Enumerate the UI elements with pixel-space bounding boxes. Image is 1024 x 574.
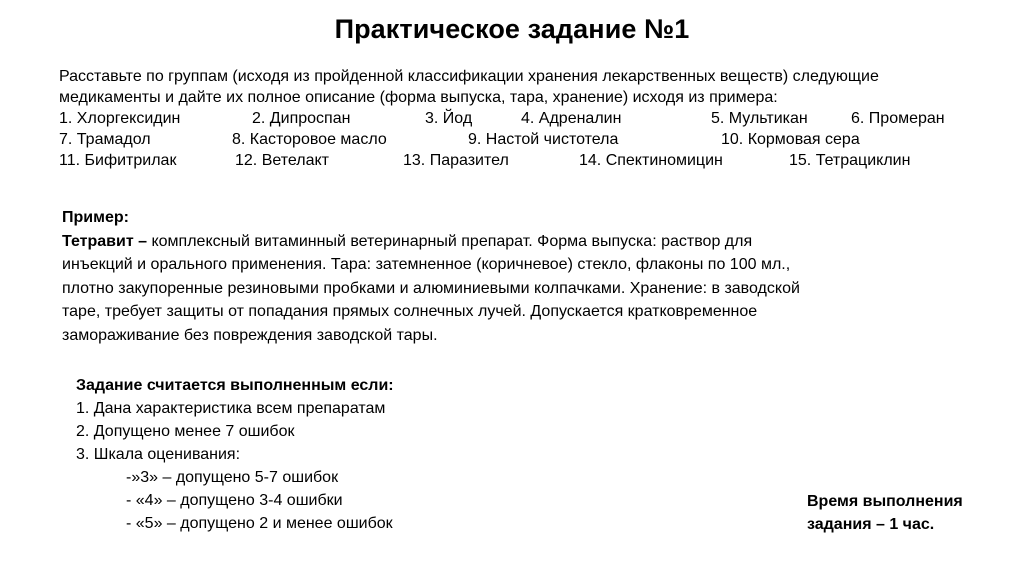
example-drug-name: Тетравит –: [62, 232, 148, 250]
drug-item: 11. Бифитрилак: [59, 152, 177, 169]
drug-item: 12. Ветелакт: [235, 152, 329, 169]
drug-item: 10. Кормовая сера: [721, 131, 860, 148]
example-line: [62, 230, 922, 254]
drug-item: 2. Дипроспан: [252, 110, 351, 127]
drug-row-3: [59, 150, 979, 171]
scale-item: - «5» – допущено 2 и менее ошибок: [126, 515, 393, 532]
intro-line: медикаменты и дайте их полное описание (форма выпуска, тара, хранение) исходя из примера:: [59, 89, 778, 106]
drug-row-2: [59, 129, 979, 150]
example-line: замораживание без повреждения заводской тары.: [62, 326, 438, 344]
drug-item: 15. Тетрациклин: [789, 152, 911, 169]
drug-item: 4. Адреналин: [521, 110, 622, 127]
drug-item: 9. Настой чистотела: [468, 131, 619, 148]
drug-item: 13. Паразител: [403, 152, 509, 169]
drug-item: 1. Хлоргексидин: [59, 110, 181, 127]
drug-row-1: [59, 108, 979, 129]
example-heading: Пример:: [62, 209, 129, 226]
criteria-item: 3. Шкала оценивания:: [76, 446, 241, 463]
task-intro: [59, 66, 979, 171]
drug-item: 8. Касторовое масло: [232, 131, 387, 148]
drug-item: 14. Спектиномицин: [579, 152, 723, 169]
time-note-line: Время выполнения: [807, 493, 963, 510]
intro-line: Расставьте по группам (исходя из пройденной классификации хранения лекарственных веществ) следующие: [59, 68, 879, 85]
example-line-rest: комплексный витаминный ветеринарный препарат. Форма выпуска: раствор для: [147, 232, 753, 250]
scale-item: -»3» – допущено 5-7 ошибок: [126, 469, 339, 486]
criteria-item: 2. Допущено менее 7 ошибок: [76, 423, 295, 440]
criteria-heading: Задание считается выполненным если:: [76, 377, 394, 394]
criteria-item: 1. Дана характеристика всем препаратам: [76, 400, 386, 417]
example-line: инъекций и орального применения. Тара: затемненное (коричневое) стекло, флаконы по 100 мл.,: [62, 256, 791, 273]
time-note-line: задания – 1 час.: [807, 516, 935, 533]
example-line: таре, требует защиты от попадания прямых солнечных лучей. Допускается кратковременное: [62, 303, 758, 320]
scale-item: - «4» – допущено 3-4 ошибки: [126, 492, 343, 509]
criteria-block: [76, 374, 676, 535]
drug-item: 7. Трамадол: [59, 131, 151, 148]
drug-item: 6. Промеран: [851, 110, 945, 127]
example-line: плотно закупоренные резиновыми пробками и алюминиевыми колпачками. Хранение: в заводской: [62, 279, 800, 297]
drug-item: 3. Йод: [425, 110, 473, 127]
drug-item: 5. Мультикан: [711, 110, 808, 127]
example-block: [62, 206, 922, 347]
slide-title: Практическое задание №1: [334, 14, 690, 44]
time-note: [807, 490, 1007, 536]
